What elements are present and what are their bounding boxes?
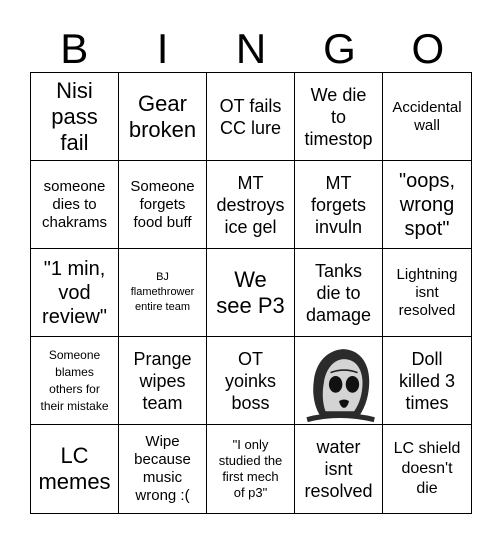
bingo-cell[interactable]: MT destroys ice gel (207, 161, 295, 249)
bingo-cell[interactable]: Lightning isnt resolved (383, 249, 471, 337)
header-letter-g: G (323, 25, 356, 72)
bingo-cell[interactable]: We see P3 (207, 249, 295, 337)
header-letter-b: B (60, 25, 89, 72)
bingo-cell[interactable]: BJ flamethrower entire team (119, 249, 207, 337)
bingo-cell[interactable]: "oops, wrong spot" (383, 161, 471, 249)
bingo-cell[interactable]: "1 min, vod review" (31, 249, 119, 337)
header-letter-o: O (411, 25, 445, 72)
bingo-cell[interactable]: We die to timestop (295, 73, 383, 161)
bingo-cell[interactable]: Accidental wall (383, 73, 471, 161)
bingo-cell[interactable]: Prange wipes team (119, 337, 207, 425)
bingo-cell[interactable]: Gear broken (119, 73, 207, 161)
bingo-cell[interactable]: LC memes (31, 425, 119, 513)
bingo-card (30, 72, 472, 514)
header-letter-i: I (156, 25, 169, 72)
bingo-cell[interactable]: LC shield doesn't die (393, 440, 461, 497)
bingo-header (30, 24, 472, 74)
bingo-cell[interactable]: OT yoinks boss (207, 337, 295, 425)
header-letter-n: N (235, 25, 267, 72)
bingo-cell[interactable]: OT fails CC lure (207, 73, 295, 161)
bingo-cell[interactable]: someone dies to chakrams (31, 161, 119, 249)
wojak-face-icon (297, 339, 381, 423)
bingo-cell[interactable]: MT forgets invuln (295, 161, 383, 249)
bingo-cell[interactable]: water isnt resolved (295, 425, 383, 513)
bingo-cell[interactable]: "I only studied the first mech of p3" (207, 425, 295, 513)
bingo-cell[interactable]: Doll killed 3 times (383, 337, 471, 425)
free-space-cell[interactable] (295, 337, 383, 425)
bingo-cell[interactable]: Nisi pass fail (31, 73, 119, 161)
bingo-cell[interactable]: Tanks die to damage (295, 249, 383, 337)
bingo-cell[interactable]: Someone blames others for their mistake (31, 337, 119, 425)
bingo-cell[interactable]: Someone forgets food buff (119, 161, 207, 249)
bingo-cell[interactable]: Wipe because music wrong :( (119, 425, 207, 513)
